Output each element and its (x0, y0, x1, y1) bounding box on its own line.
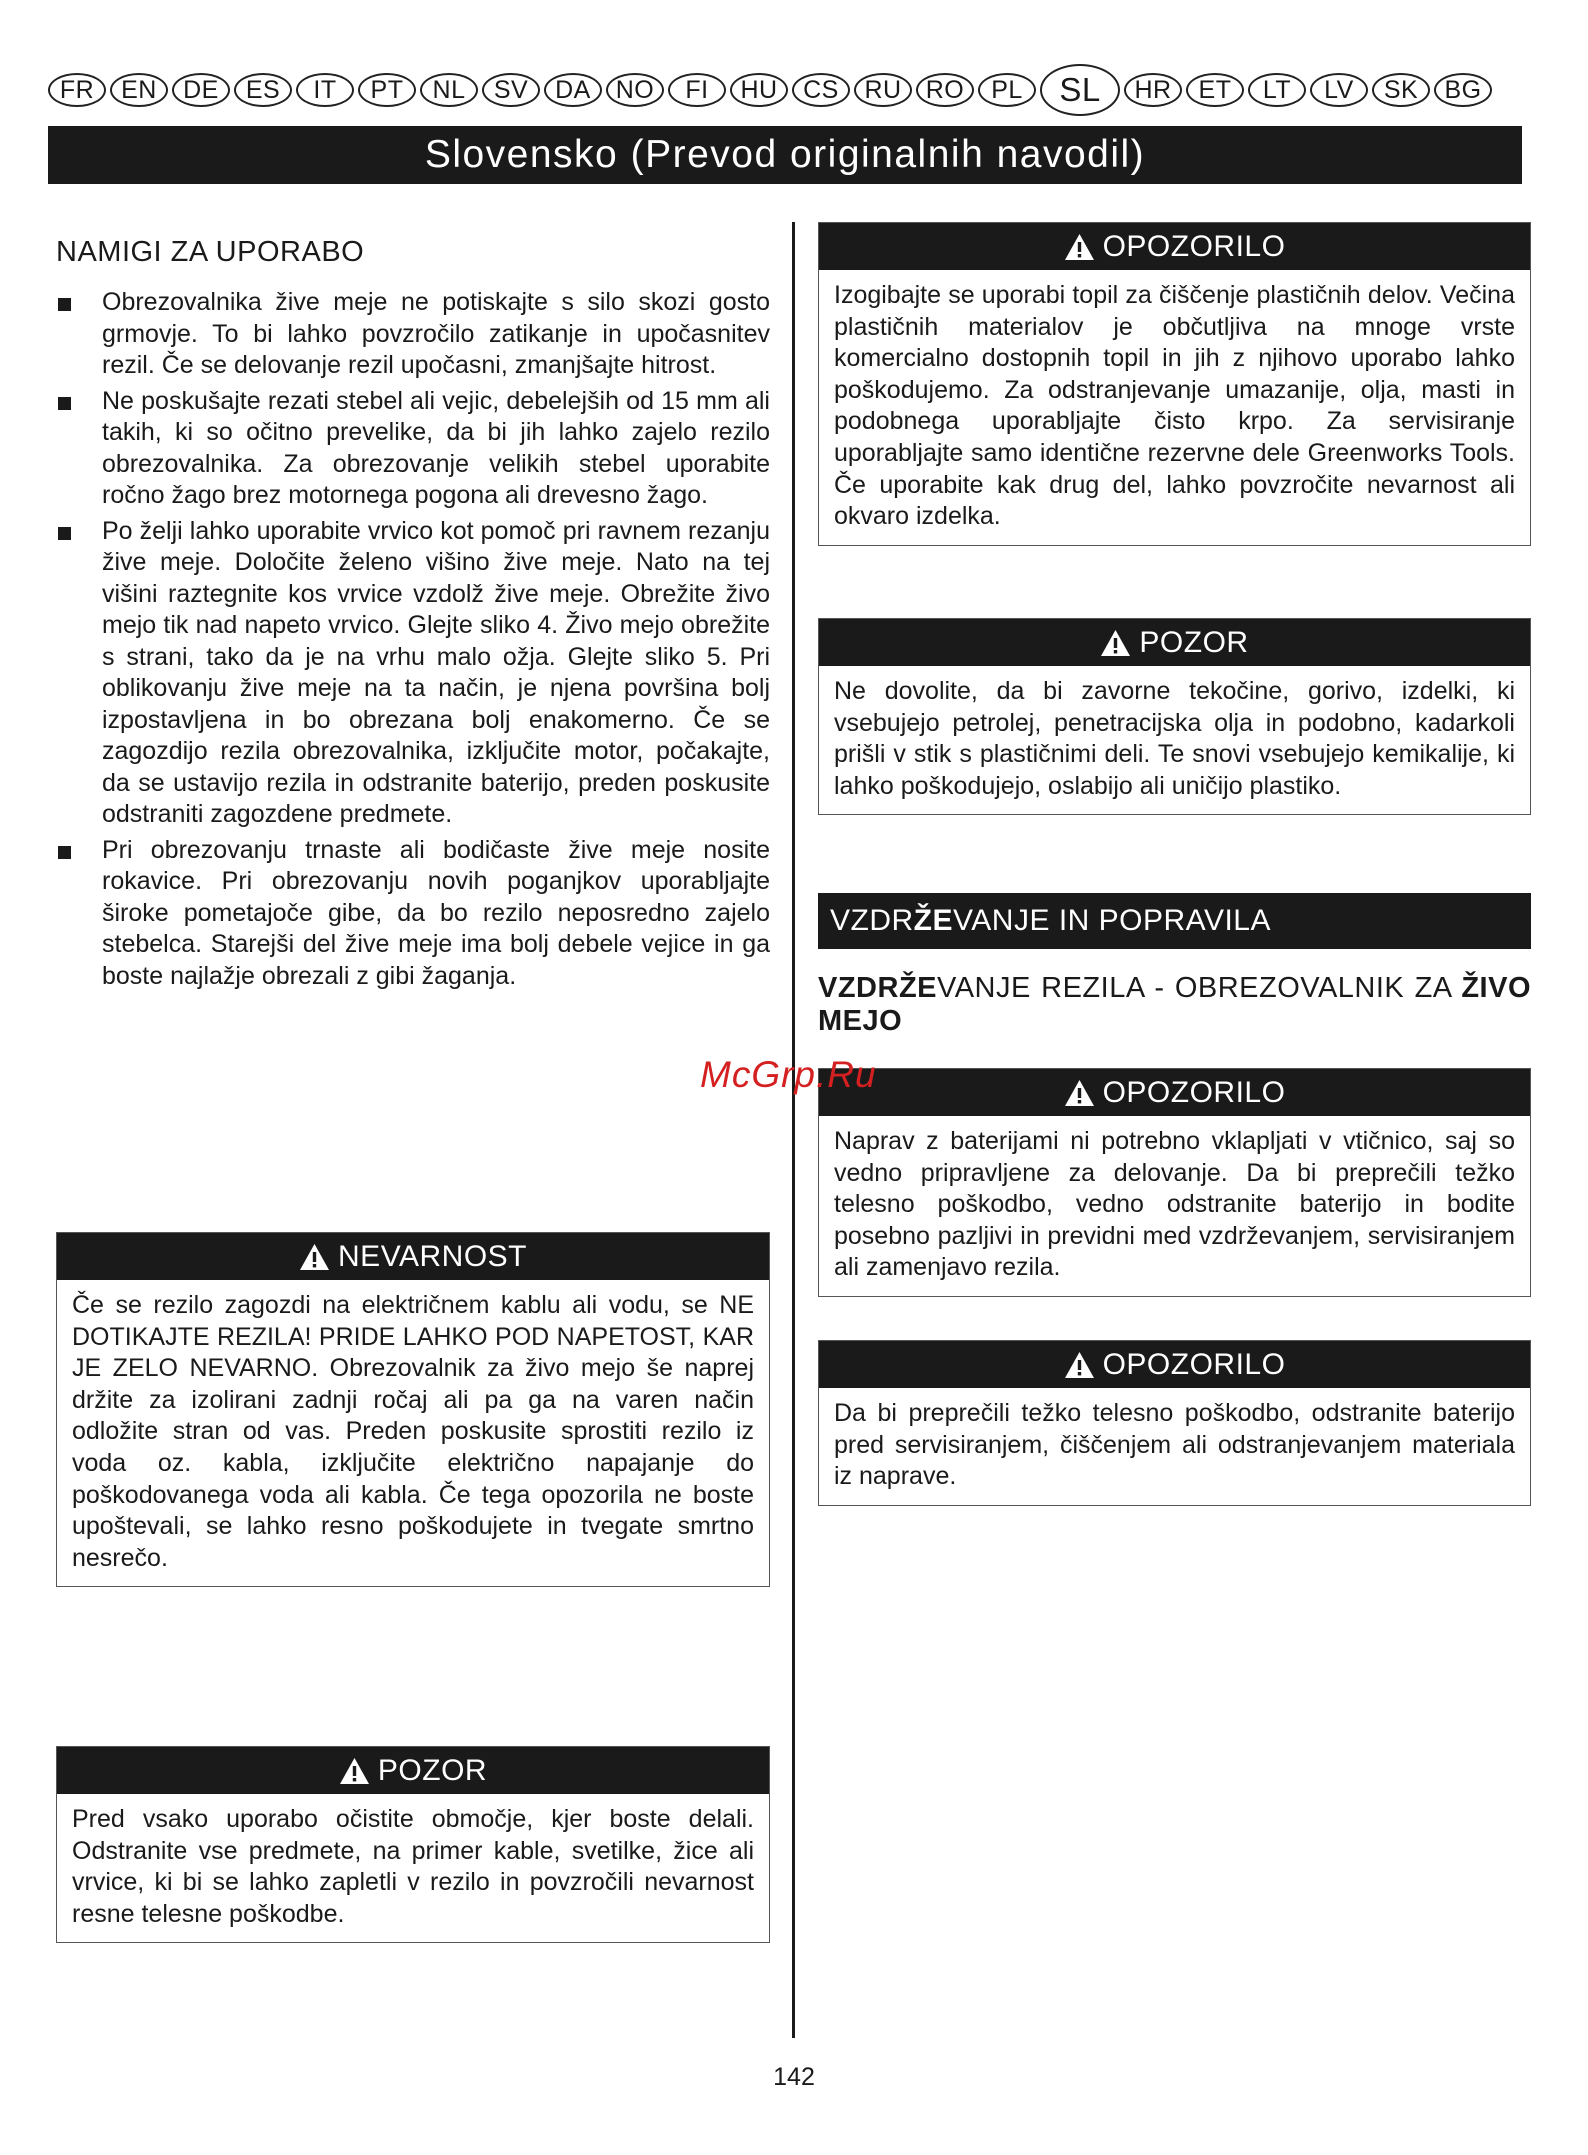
warning-label: OPOZORILO (1102, 229, 1286, 263)
language-tab-et: ET (1186, 73, 1244, 107)
warning-triangle-icon (1064, 233, 1095, 261)
sub-heading-part: VANJE REZILA - OBREZOVALNIK ZA (937, 972, 1462, 1004)
bullet-square-icon (58, 527, 71, 540)
warning-text: Da bi preprečili težko telesno poškodbo, odstranite baterijo pred servisiranjem, čiščenjem ali odstranjevanjem materiala iz naprave. (834, 1399, 1515, 1491)
language-tab-ro: RO (916, 73, 974, 107)
language-tab-hr: HR (1124, 73, 1182, 107)
language-tab-sk: SK (1372, 73, 1430, 107)
list-item (56, 835, 770, 993)
danger-text: Če se rezilo zagozdi na električnem kablu ali vodu, se NE DOTIKAJTE REZILA! PRIDE LAHKO POD NAPETOST, KAR JE ZELO NEVARNO. Obrezovalnik za živo mejo še naprej držite za izolirani zadnji ročaj ali pa ga na varen način odložite stran od vas. Preden poskusite sprostiti rezilo iz voda oz. kabla, izklјučite električno napajanje do poškodovanega voda ali kabla. Če tega opozorila ne boste upoštevali, se lahko resno poškodujete in tvegate smrtno nesrečo. (72, 1291, 754, 1572)
language-tab-lv: LV (1310, 73, 1368, 107)
sub-heading-bold: VZDR (818, 972, 899, 1004)
list-item-text: Pri obrezovanju trnaste ali bodičaste žive meje nosite rokavice. Pri obrezovanju novih poganjkov uporabljajte široke pometajoče gibe, da bo rezilo neposredno zajelo stebelca. Starejši del žive meje ima bolj debele vejice in ga boste najlažje obrezali z gibi žaganja. (102, 835, 770, 990)
list-item-text: Po želji lahko uporabite vrvico kot pomoč pri ravnem rezanju žive meje. Določite želeno višino žive meje. Nato na tej višini raztegnite kos vrvice vzdolž žive meje. Obrežite živo mejo tik nad napeto vrvico. Glejte sliko 4. Živo mejo obrežite s strani, tako da je na vrhu malo ožja. Glejte sliko 5. Pri oblikovanju žive meje na ta način, je njena površina bolj izpostavljena in bo obrezana bolj enakomerno. Če se zagozdijo rezila obrezovalnika, izklјučite motor, počakajte, da se ustavijo rezila in odstranite baterijo, preden poskusite odstraniti zagozdene predmete. (102, 516, 770, 828)
caution-box (818, 618, 1531, 815)
language-tab-bg: BG (1434, 73, 1492, 107)
language-tab-pl: PL (978, 73, 1036, 107)
caution-label: POZOR (1139, 625, 1249, 659)
page-number: 142 (773, 2063, 815, 2091)
language-tab-it: IT (296, 73, 354, 107)
language-tab-nl: NL (420, 73, 478, 107)
language-tab-en: EN (110, 73, 168, 107)
language-tab-fi: FI (668, 73, 726, 107)
language-tab-sl: SL (1040, 64, 1120, 116)
warning-box (818, 1340, 1531, 1506)
language-selector (48, 64, 1496, 116)
section-title-part: VZDR (830, 904, 914, 937)
warning-triangle-icon (1100, 629, 1131, 657)
warning-box (818, 222, 1531, 546)
warning-text: Izogibajte se uporabi topil za čiščenje plastičnih delov. Večina plastičnih materialov je občutljiva na mnoge vrste komercialno dostopnih topil in jih z njihovo uporabo lahko poškodujemo. Za odstranjevanje umazanije, olja, masti in podobnega uporabljajte čisto krpo. Za servisiranje uporabljajte samo identične rezervne dele Greenworks Tools. Če uporabite kak drug del, lahko povzročite nevarnost ali okvaro izdelka. (834, 281, 1515, 531)
warning-header (819, 223, 1530, 270)
language-tab-da: DA (544, 73, 602, 107)
caution-text: Pred vsako uporabo očistite območje, kjer boste delali. Odstranite vse predmete, na primer kable, svetilke, žice ali vrvice, ki bi se lahko zapletli v rezilo in povzročili nevarnost resne telesne poškodbe. (72, 1805, 754, 1928)
language-tab-hu: HU (730, 73, 788, 107)
caution-box (56, 1746, 770, 1943)
language-tab-es: ES (234, 73, 292, 107)
warning-box (818, 1068, 1531, 1297)
language-tab-lt: LT (1248, 73, 1306, 107)
bullet-square-icon (58, 846, 71, 859)
sub-heading-bold: ŽIVO MEJO (818, 972, 1531, 1037)
language-tab-cs: CS (792, 73, 850, 107)
warning-header (819, 1341, 1530, 1388)
section-title-bold: ŽE (913, 904, 954, 937)
list-item (56, 386, 770, 512)
caution-text: Ne dovolite, da bi zavorne tekočine, gorivo, izdelki, ki vsebujejo petrolej, penetracijska olja in podobno, kadarkoli prišli v stik s plastičnimi deli. Te snovi vsebujejo kemikalije, ki lahko poškodujejo, oslabijo ali uničijo plastiko. (834, 677, 1515, 800)
bullet-square-icon (58, 397, 71, 410)
list-item-text: Obrezovalnika žive meje ne potiskajte s silo skozi gosto grmovje. To bi lahko povzročilo zatikanje in upočasnitev rezil. Če se delovanje rezil upočasni, zmanjšajte hitrost. (102, 288, 770, 379)
language-tab-de: DE (172, 73, 230, 107)
watermark: McGrp.Ru (700, 1054, 877, 1095)
sub-heading-bold: ŽE (898, 972, 938, 1004)
usage-tips-list (56, 287, 770, 992)
usage-tips-heading: NAMIGI ZA UPORABO (56, 236, 365, 268)
language-tab-no: NO (606, 73, 664, 107)
danger-header (57, 1233, 769, 1280)
language-tab-ru: RU (854, 73, 912, 107)
caution-header (57, 1747, 769, 1794)
page-title: Slovensko (Prevod originalnih navodil) (48, 126, 1522, 184)
list-item (56, 516, 770, 831)
list-item-text: Ne poskušajte rezati stebel ali vejic, debelejših od 15 mm ali takih, ki so očitno prevelike, da bi jih lahko zajelo rezilo obrezovalnika. Za obrezovanje velikih stebel uporabite ročno žago brez motornega pogona ali drevesno žago. (102, 386, 770, 509)
warning-triangle-icon (1064, 1351, 1095, 1379)
language-tab-pt: PT (358, 73, 416, 107)
warning-label: OPOZORILO (1102, 1075, 1286, 1109)
caution-label: POZOR (377, 1753, 488, 1787)
warning-triangle-icon (299, 1243, 330, 1271)
section-title-part: VANJE IN POPRAVILA (953, 904, 1271, 937)
maintenance-section-bar (818, 893, 1531, 949)
left-column (56, 236, 770, 1928)
warning-triangle-icon (339, 1757, 370, 1785)
language-tab-sv: SV (482, 73, 540, 107)
warning-label: OPOZORILO (1102, 1347, 1286, 1381)
column-divider (792, 222, 795, 2038)
warning-triangle-icon (1064, 1079, 1095, 1107)
warning-header (819, 1069, 1530, 1116)
language-tab-fr: FR (48, 73, 106, 107)
danger-label: NEVARNOST (338, 1239, 527, 1273)
blade-maintenance-heading (818, 972, 1531, 1038)
list-item (56, 287, 770, 382)
caution-header (819, 619, 1530, 666)
bullet-square-icon (58, 298, 71, 311)
warning-text: Naprav z baterijami ni potrebno vklapljati v vtičnico, saj so vedno pripravljene za delovanje. Da bi preprečili težko telesno poškodbo, vedno odstranite baterijo in bodite posebno pazljivi in previdni med vzdrževanjem, servisiranjem ali zamenjavo rezila. (834, 1127, 1515, 1282)
danger-box (56, 1232, 770, 1587)
